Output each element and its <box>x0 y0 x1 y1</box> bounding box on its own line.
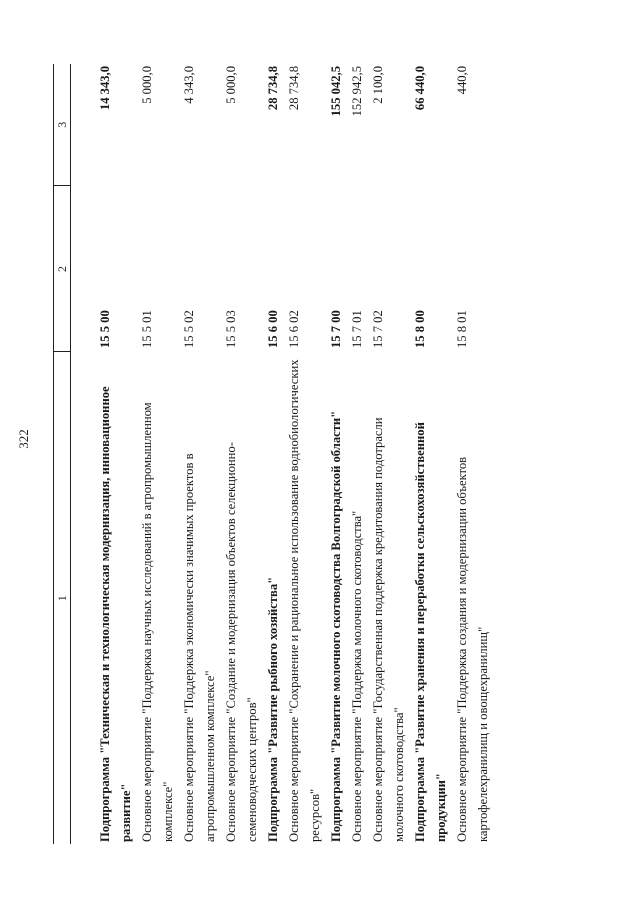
row-code: 15 8 01 <box>455 310 469 348</box>
budget-table-rotated <box>53 64 573 844</box>
table-row <box>284 64 326 844</box>
table-row <box>179 64 221 844</box>
row-amount: 155 042,5 <box>329 66 343 117</box>
row-code: 15 7 02 <box>371 310 385 348</box>
row-name: Основное мероприятие "Государственная поддержка кредитования подотрасли молочного скотоводства" <box>371 417 406 842</box>
row-amount: 4 343,0 <box>182 66 196 104</box>
row-name: Основное мероприятие "Поддержка создания и модернизации объектов картофелехранилищ и овощехранилищ" <box>455 456 490 842</box>
row-amount: 5 000,0 <box>140 66 154 104</box>
row-amount: 28 734,8 <box>287 66 301 111</box>
table-row <box>263 64 284 844</box>
row-amount: 440,0 <box>455 66 469 95</box>
table-header-row <box>54 64 71 844</box>
row-name: Основное мероприятие "Поддержка экономически значимых проектов в агропромышленном комплексе" <box>182 453 217 842</box>
table-row <box>221 64 263 844</box>
table-row <box>452 64 494 844</box>
row-name: Основное мероприятие "Поддержка научных исследований в агропромышленном комплексе" <box>140 402 175 842</box>
row-amount: 66 440,0 <box>413 66 427 111</box>
row-code: 15 7 00 <box>329 310 343 348</box>
row-name: Подпрограмма "Развитие хранения и переработки сельскохозяйственной продукции" <box>413 422 448 842</box>
row-name: Основное мероприятие "Поддержка молочного скотоводства" <box>350 510 364 842</box>
table-row <box>95 64 137 844</box>
row-code: 15 5 01 <box>140 310 154 348</box>
row-amount: 5 000,0 <box>224 66 238 104</box>
row-code: 15 8 00 <box>413 310 427 348</box>
row-name: Подпрограмма "Техническая и технологическая модернизация, инновационное развитие" <box>98 386 133 842</box>
budget-table <box>53 64 494 844</box>
row-code: 15 6 00 <box>266 310 280 348</box>
row-amount: 152 942,5 <box>350 66 364 117</box>
header-spacer <box>71 64 96 844</box>
table-row <box>326 64 347 844</box>
row-amount: 2 100,0 <box>371 66 385 104</box>
table-row <box>137 64 179 844</box>
page-number: 322 <box>16 429 31 449</box>
row-code: 15 5 00 <box>98 310 112 348</box>
row-name: Подпрограмма "Развитие рыбного хозяйства" <box>266 576 280 842</box>
header-col-2: 2 <box>54 186 71 352</box>
row-code: 15 5 03 <box>224 310 238 348</box>
header-col-3: 3 <box>54 64 71 186</box>
row-code: 15 5 02 <box>182 310 196 348</box>
header-col-1: 1 <box>54 352 71 844</box>
row-code: 15 6 02 <box>287 310 301 348</box>
row-code: 15 7 01 <box>350 310 364 348</box>
row-name: Основное мероприятие "Сохранение и рациональное использование воднобиологических ресурсов" <box>287 359 322 842</box>
row-name: Подпрограмма "Развитие молочного скотоводства Волгоградской области" <box>329 410 343 842</box>
table-row <box>410 64 452 844</box>
row-amount: 28 734,8 <box>266 66 280 111</box>
table-row <box>368 64 410 844</box>
row-amount: 14 343,0 <box>98 66 112 111</box>
row-name: Основное мероприятие "Создание и модернизация объектов селекционно-семеноводческих центров" <box>224 442 259 842</box>
table-row <box>347 64 368 844</box>
